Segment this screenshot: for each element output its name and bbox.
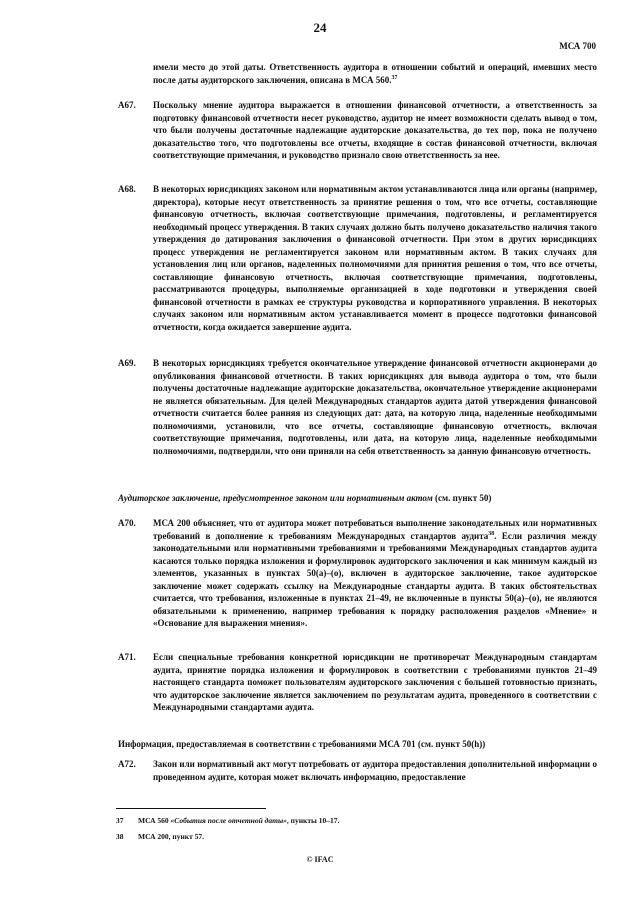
paragraph-a72: Закон или нормативный акт могут потребовать от аудитора предоставления дополнительной информации о проведенном аудите, которая может включать информацию, предоставление [153, 759, 597, 782]
paragraph-a69: В некоторых юрисдикциях требуется окончательное утверждение финансовой отчетности акционерами до опубликования финансовой отчетности. В таких юрисдикциях для вывода аудитора о том, что были получены достаточные надлежащие аудиторские доказательства, окончательное утверждение акционерами не является обязательным. Для целей Международных стандартов аудита датой утверждения финансовой отчетности считается более ранняя из следующих дат: дата, на которую лица, наделенные необходимыми полномочиями, установили, что все отчеты, составляющие финансовую отчетность, включая соответствующие примечания, подготовлены, или дата, на которую лица, наделенные необходимыми полномочиями, подтвердили, что они приняли на себя ответственность за данную финансовую отчетность. [153, 358, 597, 456]
paragraph-a70-text-2: . Если различия между законодательными или нормативными требованиями и требованиями Международных стандартов аудита касаются только порядка изложения и формулировок аудиторского заключения и как минимум каждый из элементов, указанных в пунктах 50(а)–(о), включен в аудиторское заключение, такое аудиторское заключение может содержать ссылку на Международные стандарты аудита. В таких обстоятельствах считается, что требования, изложенные в пунктах 21–49, не включенные в пункты 50(а)–(о), не являются обязательными к применению, например требования к порядку расположения разделов «Мнение» и «Основание для выражения мнения». [153, 530, 597, 628]
paragraph-label-a69: А69. [118, 358, 136, 368]
footnote-title: «События после отчетной даты» [170, 816, 287, 825]
paragraph-a70-text-1: МСА 200 объясняет, что от аудитора может потребоваться выполнение законодательных или нормативных требований в дополнение к требованиям Международных стандартов аудита [153, 518, 597, 541]
footnote-number: 37 [116, 816, 124, 825]
footnote-38 [116, 831, 204, 842]
section-heading-reference: (см. пункт 50) [432, 493, 492, 503]
footnote-ref-37[interactable]: 37 [391, 74, 398, 81]
section-heading-italic: Аудиторское заключение, предусмотренное законом или нормативным актом [118, 493, 433, 503]
paragraph-label-a70: А70. [118, 518, 136, 528]
paragraph-label-a71: А71. [118, 652, 136, 662]
paragraph-a70 [153, 517, 597, 630]
footnote-number: 38 [116, 832, 124, 841]
standard-code: МСА 700 [559, 41, 596, 51]
intro-paragraph [153, 61, 597, 86]
paragraph-a71: Если специальные требования конкретной юрисдикции не противоречат Международным стандартам аудита, принятие порядка изложения и формулировок в соответствии с требованиями пунктов 21–49 настоящего стандарта поможет пользователям аудиторского заключения с большей готовностью признать, что аудиторское заключение является заключением по результатам аудита, проведенного в соответствии с Международными стандартами аудита. [153, 652, 597, 712]
section-heading-statutory-report [118, 492, 598, 505]
paragraph-a68: В некоторых юрисдикциях законом или нормативным актом устанавливаются лица или органы (например, директора), которые несут ответственность за принятие решения о том, что все отчеты, составляющие финансовую отчетность, включая соответствующие примечания, подготовлены, и регламентируется необходимый процесс утверждения. В таких случаях должно быть получено доказательство наличия такого утверждения до датирования заключения о финансовой отчетности. При этом в других юрисдикциях процесс утверждения не регламентируется законом или нормативным актом. В таких случаях для установления лиц или органов, наделенных полномочиями для принятия решения о том, что все отчеты, составляющие финансовую отчетность, включая соответствующие примечания, подготовлены, рассматриваются процедуры, выполняемые организацией в ходе подготовки и утверждения своей финансовой отчетности в рамках ее структуры руководства и корпоративного управления. В некоторых случаях законом или нормативным актом устанавливается момент в процессе подготовки финансовой отчетности, когда ожидается завершение аудита. [153, 184, 597, 332]
paragraph-label-a68: А68. [118, 184, 136, 194]
footnote-prefix: МСА 560 [138, 816, 171, 825]
footnote-prefix: МСА 200, пункт 57. [138, 832, 205, 841]
footnote-separator [116, 808, 266, 809]
footnote-suffix: , пункты 10–17. [286, 816, 340, 825]
footnote-ref-38[interactable]: 38 [488, 530, 495, 537]
page-number: 24 [313, 20, 327, 35]
paragraph-label-a67: А67. [118, 100, 136, 110]
paragraph-a67: Поскольку мнение аудитора выражается в отношении финансовой отчетности, а ответственность за подготовку финансовой отчетности несет руководство, аудитор не имеет возможности сделать вывод о том, что были получены достаточные надлежащие аудиторские доказательства, до тех пор, пока не получено доказательство того, что подготовлены все отчеты, входящие в состав финансовой отчетности, включая соответствующие примечания, и руководство признало свою ответственность за нее. [153, 100, 597, 160]
copyright-notice: © IFAC [306, 855, 334, 864]
intro-text: имели место до этой даты. Ответственность аудитора в отношении событий и операций, имевших место после даты аудиторского заключения, описана в МСА 560. [153, 62, 597, 85]
footnote-37 [116, 815, 339, 826]
paragraph-label-a72: А72. [118, 759, 136, 769]
section-heading-isa-701: Информация, предоставляемая в соответствии с требованиями МСА 701 (см. пункт 50(h)) [118, 739, 486, 749]
